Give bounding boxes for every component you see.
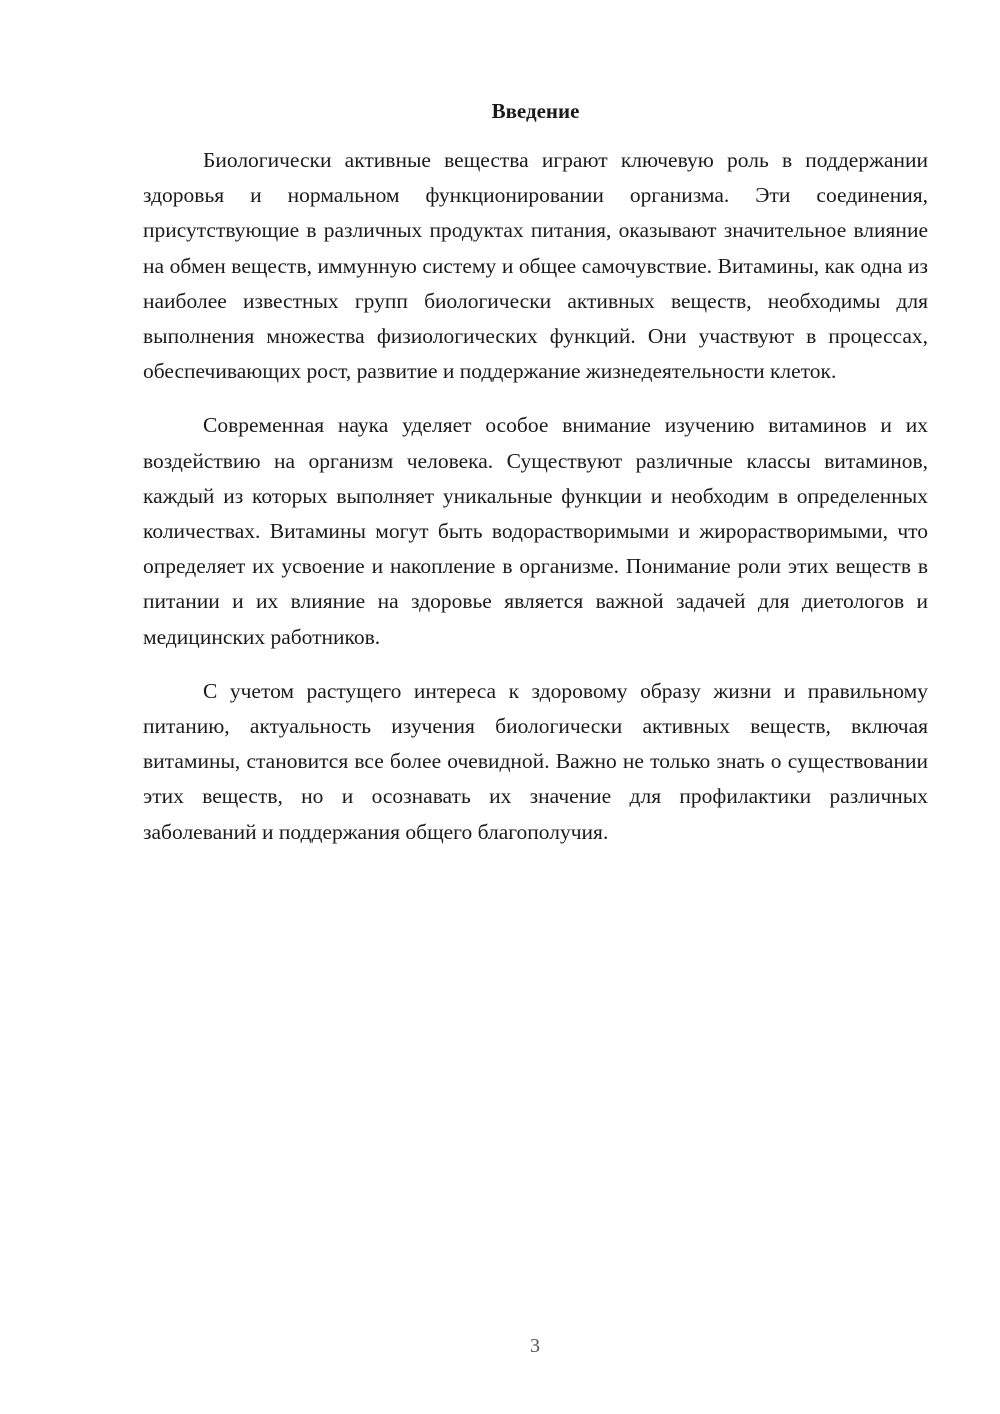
paragraph-3: С учетом растущего интереса к здоровому образу жизни и правильному питанию, актуальность изучения биологически активных веществ, включая витамины, становится все более очевидной. Важно не только знать о существовании этих веществ, но и осознавать их значение для профилактики различных заболеваний и поддержания общего благополучия. (143, 678, 928, 844)
page-title: Введение (491, 99, 580, 123)
paragraph-2: Современная наука уделяет особое внимание изучению витаминов и их воздействию на организм человека. Существуют различные классы витаминов, каждый из которых выполняет уникальные функции и необходим в определенных количествах. Витамины могут быть водорастворимыми и жирорастворимыми, что определяет их усвоение и накопление в организме. Понимание роли этих веществ в питании и их влияние на здоровье является важной задачей для диетологов и медицинских работников. (143, 413, 928, 649)
body-text (143, 143, 928, 869)
page-number: 3 (530, 1335, 540, 1357)
paragraph-1: Биологически активные вещества играют ключевую роль в поддержании здоровья и нормальном функционировании организма. Эти соединения, присутствующие в различных продуктах питания, оказывают значительное влияние на обмен веществ, иммунную систему и общее самочувствие. Витамины, как одна из наиболее известных групп биологически активных веществ, необходимы для выполнения множества физиологических функций. Они участвуют в процессах, обеспечивающих рост, развитие и поддержание жизнедеятельности клеток. (143, 148, 928, 384)
